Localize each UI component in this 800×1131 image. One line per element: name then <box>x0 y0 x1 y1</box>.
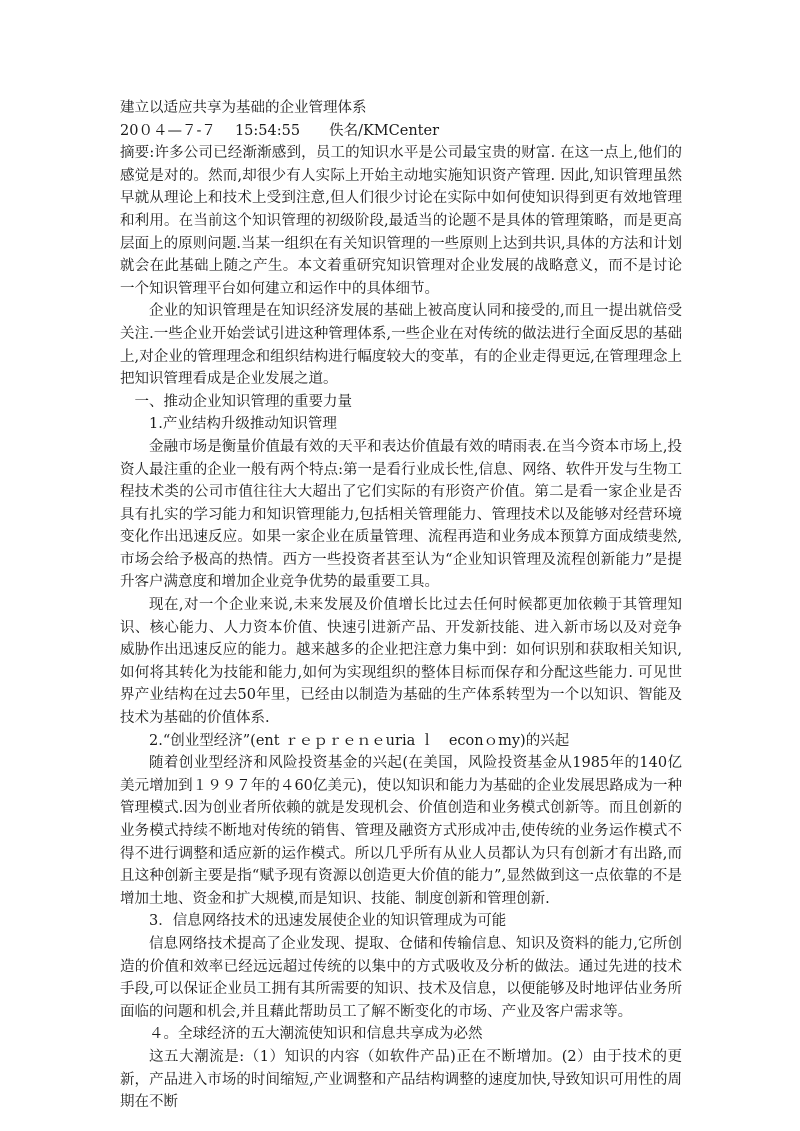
body-paragraph-3: 随着创业型经济和风险投资基金的兴起(在美国，风险投资基金从1985年的140亿美元增加到１９９７年的４60亿美元)，使以知识和能力为基础的企业发展思路成为一种管理模式.因为创业者所依赖的就是发现机会、价值创造和业务模式创新等。而且创新的业务模式持续不断地对传统的销售、管理及融资方式形成冲击,使传统的业务运作模式不得不进行调整和适应新的运作模式。所以几乎所有从业人员都认为只有创新才有出路,而且这种创新主要是指“赋予现有资源以创造更大价值的能力”,显然做到这一点依靠的不是增加土地、资金和扩大规模,而是知识、技能、制度创新和管理创新. <box>120 755 682 907</box>
subsection-heading-3: 3．信息网络技术的迅速发展使企业的知识管理成为可能 <box>149 913 507 930</box>
body-paragraph-2: 现在,对一个企业来说,未来发展及价值增长比过去任何时候都更加依赖于其管理知识、核心能力、人力资本价值、快速引进新产品、开发新技能、进入新市场以及对竞争威胁作出迅速反应的能力。越来越多的企业把注意力集中到：如何识别和获取相关知识,如何将其转化为技能和能力,如何为实现组织的整体目标而保存和分配这些能力. 可见世界产业结构在过去50年里，已经由以制造为基础的生产体系转型为一个以知识、智能及技术为基础的价值体系. <box>120 597 682 727</box>
intro-paragraph: 企业的知识管理是在知识经济发展的基础上被高度认同和接受的,而且一提出就倍受关注.一些企业开始尝试引进这种管理体系,一些企业在对传统的做法进行全面反思的基础上,对企业的管理理念和组织结构进行幅度较大的变革，有的企业走得更远,在管理理念上把知识管理看成是企业发展之道。 <box>120 303 682 388</box>
subsection-heading-1: 1.产业结构升级推动知识管理 <box>149 416 337 433</box>
body-paragraph-4: 信息网络技术提高了企业发现、提取、仓储和传输信息、知识及资料的能力,它所创造的价值和效率已经远远超过传统的以集中的方式吸收及分析的做法。通过先进的技术手段,可以保证企业员工拥有其所需要的知识、技术及信息，以便能够及时地评估业务所面临的问题和机会,并且藉此帮助员工了解不断变化的市场、产业及客户需求等。 <box>120 935 682 1020</box>
body-paragraph-5: 这五大潮流是:（1）知识的内容（如软件产品)正在不断增加。(2）由于技术的更新，产品进入市场的时间缩短,产业调整和产品结构调整的速度加快,导致知识可用性的周期在不断 <box>120 1048 682 1111</box>
subsection-heading-2: 2.“创业型经济”(ent ｒｅｐｒｅｎｅuria ｌ econｏmy)的兴起 <box>149 732 570 749</box>
body-paragraph-1: 金融市场是衡量价值最有效的天平和表达价值最有效的晴雨表.在当今资本市场上,投资人最注重的企业一般有两个特点:第一是看行业成长性,信息、网络、软件开发与生物工程技术类的公司市值往往大大超出了它们实际的有形资产价值。第二是看一家企业是否具有扎实的学习能力和知识管理能力,包括相关管理能力、管理技术以及能够对经营环境变化作出迅速反应。如果一家企业在质量管理、流程再造和业务成本预算方面成绩斐然,市场会给予极高的热情。西方一些投资者甚至认为“企业知识管理及流程创新能力”是提升客户满意度和增加企业竞争优势的最重要工具。 <box>120 438 682 591</box>
abstract-paragraph: 摘要:许多公司已经渐渐感到，员工的知识水平是公司最宝贵的财富. 在这一点上,他们的感觉是对的。然而,却很少有人实际上开始主动地实施知识资产管理. 因此,知识管理虽然早就从理论上和技术上受到注意,但人们很少讨论在实际中如何使知识得到更有效地管理和利用。在当前这个知识管理的初级阶段,最适当的论题不是具体的管理策略，而是更高层面上的原则问题.当某一组织在有关知识管理的一些原则上达到共识,具体的方法和计划就会在此基础上随之产生。本文着重研究知识管理对企业发展的战略意义，而不是讨论一个知识管理平台如何建立和运作中的具体细节。 <box>120 145 682 297</box>
section-heading-1: 一、推动企业知识管理的重要力量 <box>134 393 352 410</box>
document-title: 建立以适应共享为基础的企业管理体系 <box>120 100 367 116</box>
document-dateline: 20０４—７-７ 15:54:55 佚名/KMCenter <box>120 122 439 139</box>
subsection-heading-4: ４。全球经济的五大潮流使知识和信息共享成为必然 <box>149 1026 483 1043</box>
document-page <box>120 97 682 1114</box>
